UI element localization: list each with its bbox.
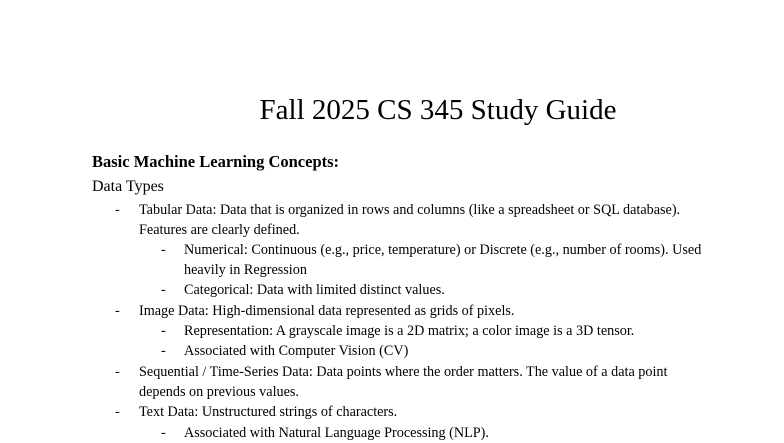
list-item-text: Text Data: Unstructured strings of characters. [139,404,398,420]
bullet-dash: - [161,323,166,339]
document-title: Fall 2025 CS 345 Study Guide [259,94,617,126]
section-heading: Basic Machine Learning Concepts: [92,152,340,171]
list-item-text: Sequential / Time-Series Data: Data points where the order matters. The value of a data point depends on previous values. [139,364,668,400]
list-item-text: Image Data: High-dimensional data represented as grids of pixels. [139,303,515,319]
list-item-text: Associated with Natural Language Processing (NLP). [184,425,489,441]
list-item-text: Associated with Computer Vision (CV) [184,343,409,359]
bullet-dash: - [161,242,166,258]
list-item-text: Categorical: Data with limited distinct values. [184,282,445,298]
bullet-dash: - [161,282,166,298]
bullet-dash: - [115,364,120,380]
list-item-text: Numerical: Continuous (e.g., price, temperature) or Discrete (e.g., number of rooms). Used heavily in Regression [184,242,702,278]
list-item-text: Representation: A grayscale image is a 2D matrix; a color image is a 3D tensor. [184,323,635,339]
bullet-dash: - [115,303,120,319]
bullet-dash: - [115,404,120,420]
bullet-dash: - [115,202,120,218]
subheading: Data Types [92,178,164,195]
bullet-dash: - [161,425,166,441]
bullet-dash: - [161,343,166,359]
list-item-text: Tabular Data: Data that is organized in rows and columns (like a spreadsheet or SQL database). Features are clearly defined. [139,202,681,238]
